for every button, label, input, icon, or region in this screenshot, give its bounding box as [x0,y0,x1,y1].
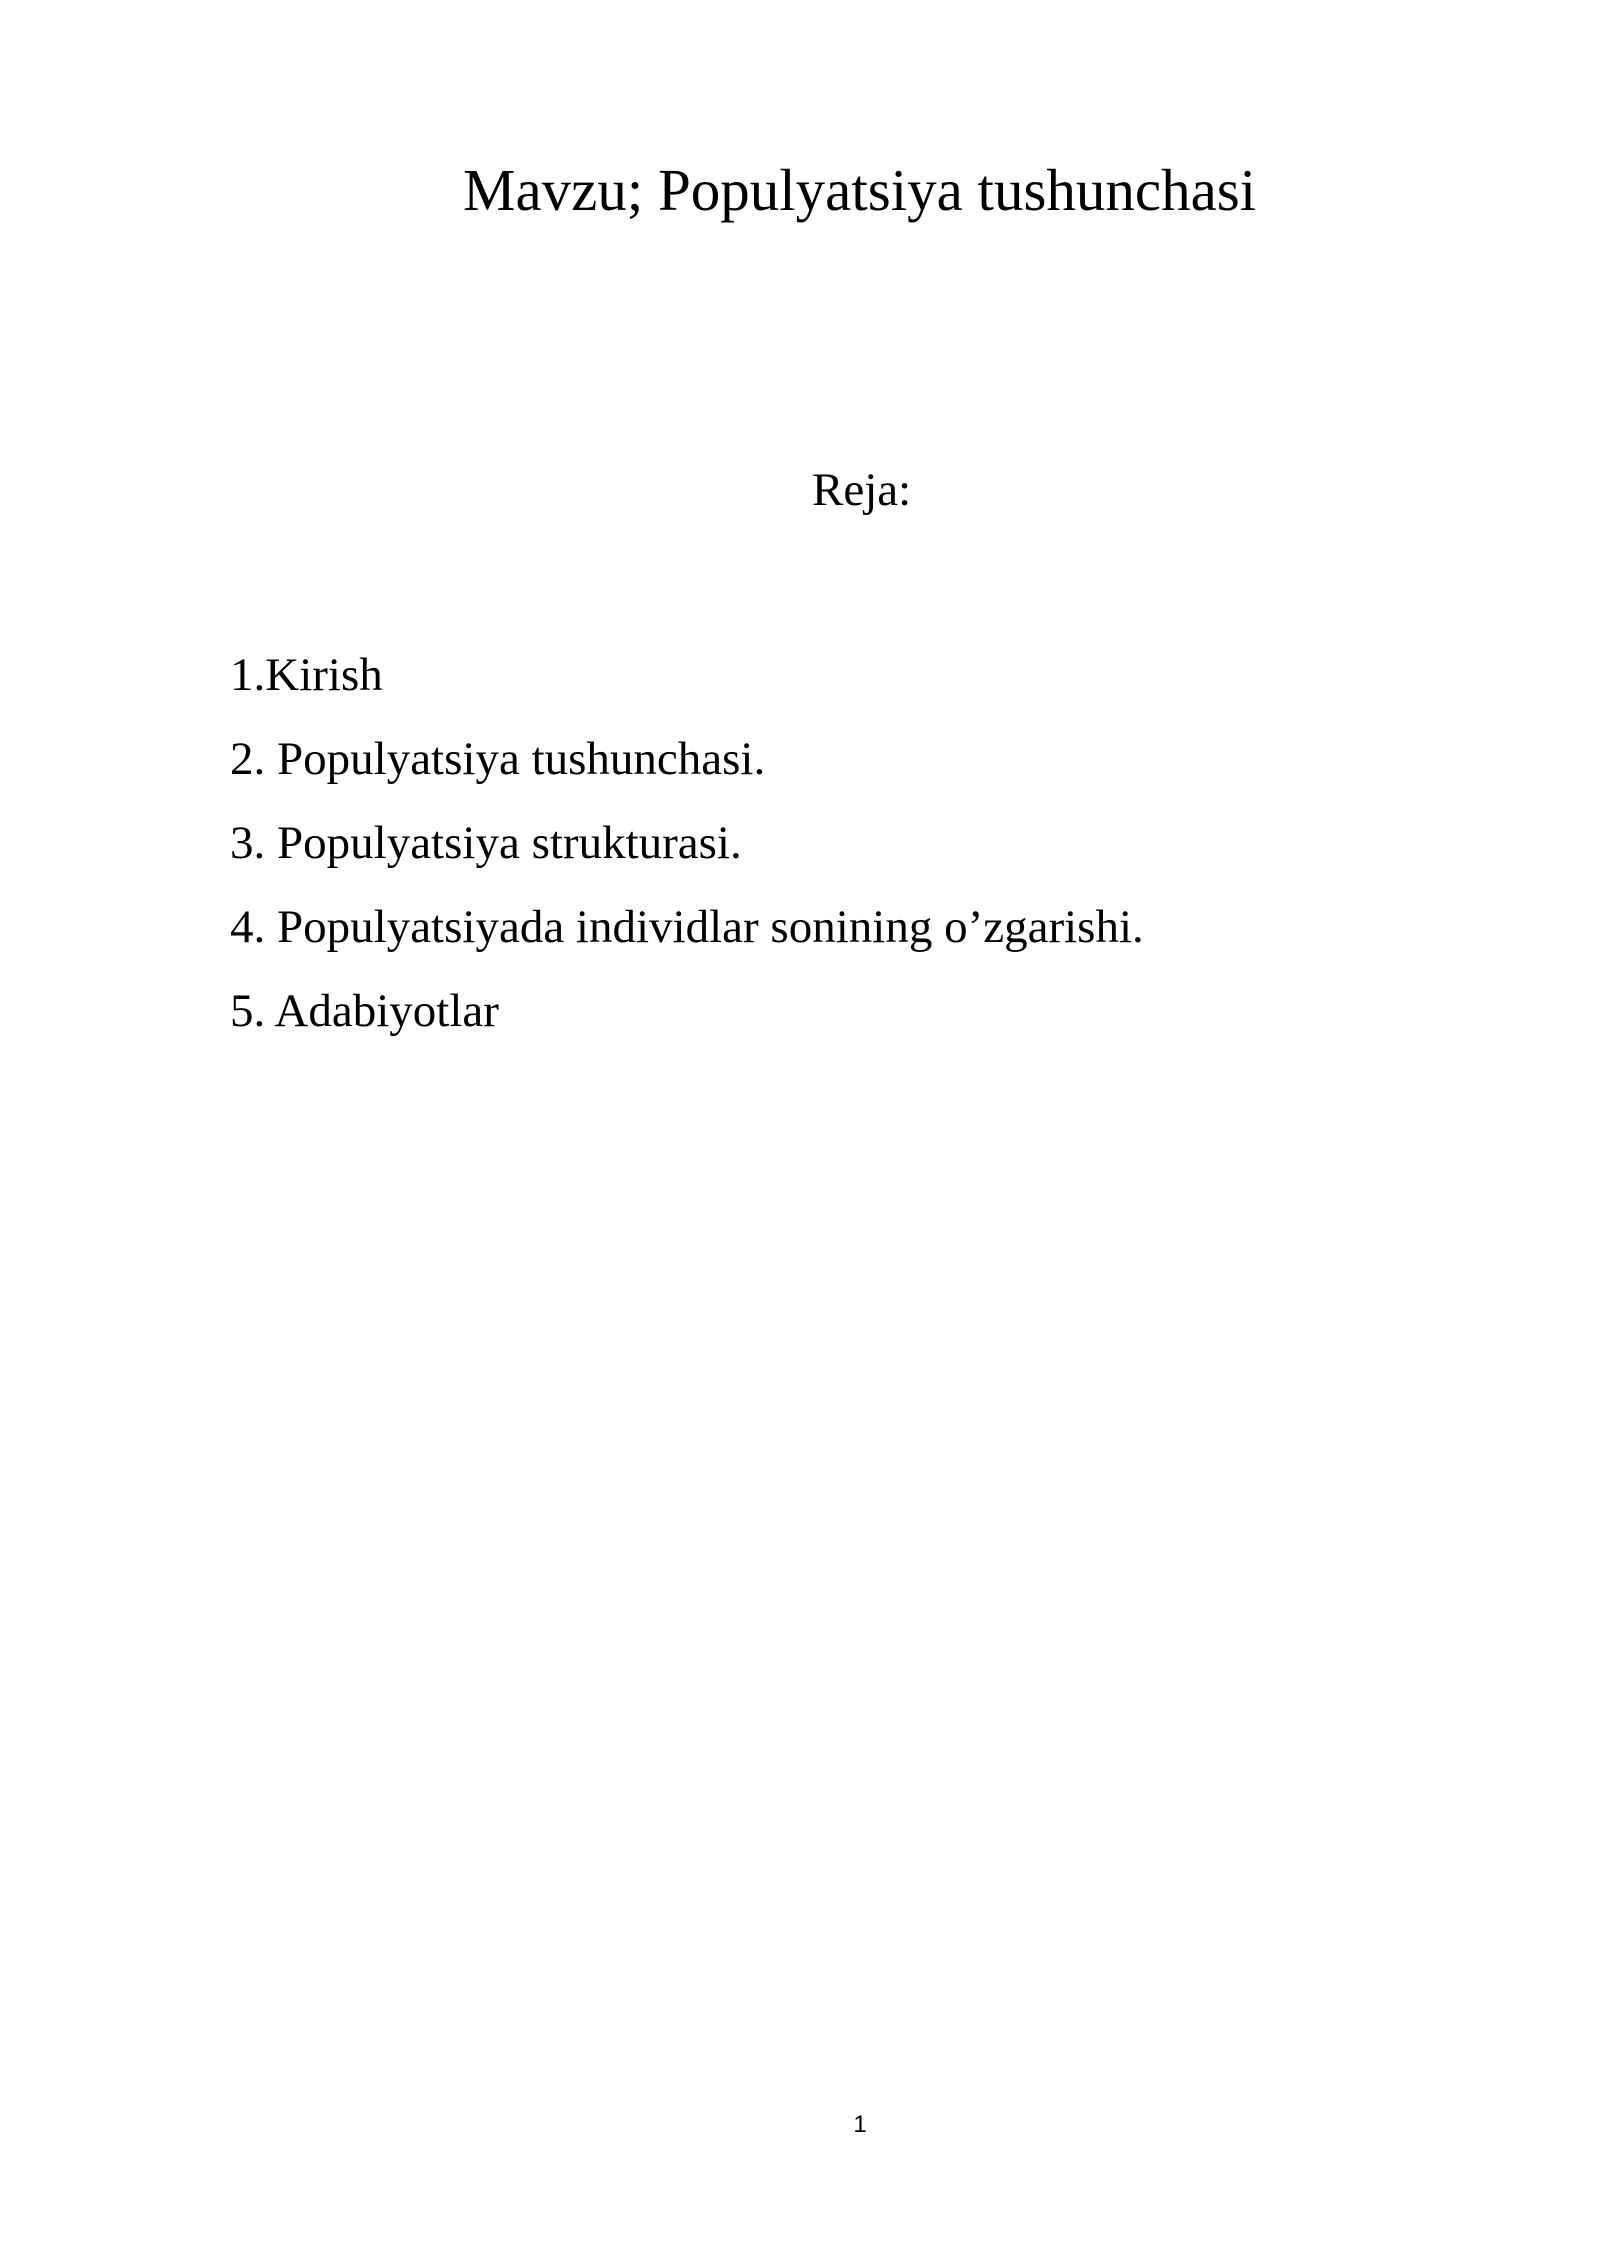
plan-item-individual-count-change: 4. Populyatsiyada individlar sonining o’zgarishi. [230,901,1144,953]
page-title: Mavzu; Populyatsiya tushunchasi [463,157,1257,223]
plan-list [230,645,1144,1065]
plan-item-literature: 5. Adabiyotlar [230,985,499,1037]
plan-item-population-concept: 2. Populyatsiya tushunchasi. [230,733,766,785]
plan-heading: Reja: [812,464,912,516]
plan-item-population-structure: 3. Populyatsiya strukturasi. [230,817,742,869]
page-number: 1 [853,2111,867,2138]
plan-item-introduction: 1.Kirish [230,649,383,701]
